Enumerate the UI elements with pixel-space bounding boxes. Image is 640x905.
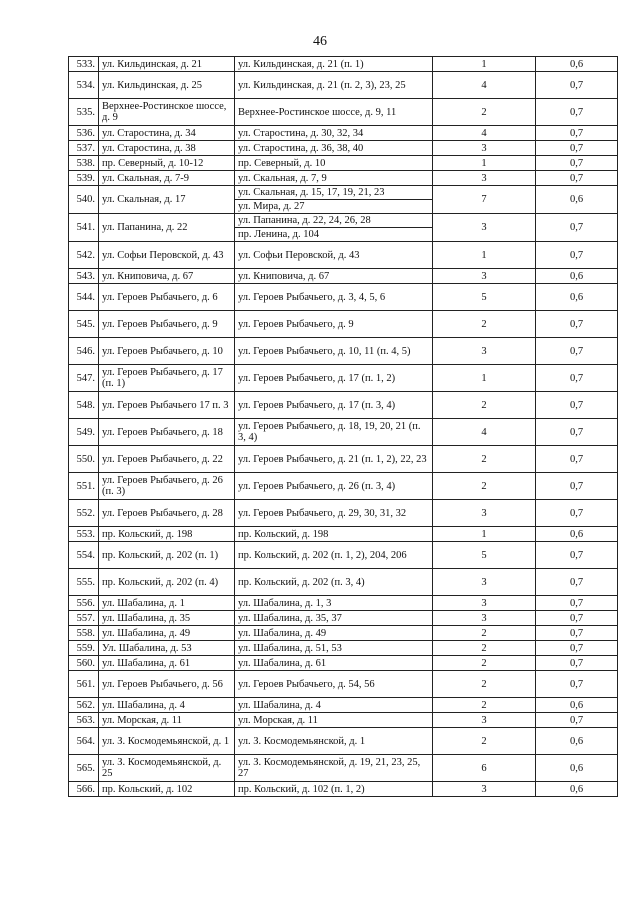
table-row <box>69 527 618 542</box>
count-value: 3 <box>433 611 536 626</box>
target-address: ул. Шабалина, д. 35, 37 <box>235 611 433 626</box>
table-row <box>69 338 618 365</box>
object-address: ул. Папанина, д. 22 <box>99 214 235 242</box>
target-address: ул. Героев Рыбачьего, д. 26 (п. 3, 4) <box>235 473 433 500</box>
row-number: 557. <box>69 611 99 626</box>
row-number: 538. <box>69 156 99 171</box>
target-address: ул. З. Космодемьянской, д. 1 <box>235 728 433 755</box>
row-number: 549. <box>69 419 99 446</box>
row-number: 560. <box>69 656 99 671</box>
target-address: ул. Старостина, д. 36, 38, 40 <box>235 141 433 156</box>
count-value: 2 <box>433 392 536 419</box>
count-value: 3 <box>433 713 536 728</box>
coefficient-value: 0,7 <box>536 671 618 698</box>
address-table <box>68 56 618 797</box>
row-number: 565. <box>69 755 99 782</box>
target-address: ул. Скальная, д. 7, 9 <box>235 171 433 186</box>
coefficient-value: 0,7 <box>536 141 618 156</box>
table-row <box>69 728 618 755</box>
table-row <box>69 713 618 728</box>
table-row <box>69 782 618 797</box>
target-address: пр. Ленина, д. 104 <box>235 228 433 242</box>
row-number: 536. <box>69 126 99 141</box>
coefficient-value: 0,7 <box>536 419 618 446</box>
table-row <box>69 473 618 500</box>
count-value: 1 <box>433 365 536 392</box>
target-address: пр. Кольский, д. 202 (п. 1, 2), 204, 206 <box>235 542 433 569</box>
object-address: ул. Героев Рыбачьего, д. 9 <box>99 311 235 338</box>
coefficient-value: 0,7 <box>536 392 618 419</box>
coefficient-value: 0,7 <box>536 596 618 611</box>
count-value: 2 <box>433 626 536 641</box>
table-row <box>69 284 618 311</box>
coefficient-value: 0,6 <box>536 782 618 797</box>
target-address: ул. Героев Рыбачьего, д. 9 <box>235 311 433 338</box>
coefficient-value: 0,6 <box>536 527 618 542</box>
coefficient-value: 0,6 <box>536 57 618 72</box>
coefficient-value: 0,7 <box>536 626 618 641</box>
row-number: 541. <box>69 214 99 242</box>
object-address: ул. Шабалина, д. 35 <box>99 611 235 626</box>
table-row <box>69 611 618 626</box>
row-number: 558. <box>69 626 99 641</box>
object-address: ул. Героев Рыбачьего, д. 56 <box>99 671 235 698</box>
target-address: ул. Героев Рыбачьего, д. 29, 30, 31, 32 <box>235 500 433 527</box>
row-number: 540. <box>69 186 99 214</box>
row-number: 539. <box>69 171 99 186</box>
coefficient-value: 0,7 <box>536 126 618 141</box>
object-address: ул. З. Космодемьянской, д. 1 <box>99 728 235 755</box>
count-value: 2 <box>433 656 536 671</box>
table-row <box>69 641 618 656</box>
count-value: 3 <box>433 214 536 242</box>
coefficient-value: 0,6 <box>536 269 618 284</box>
object-address: ул. Шабалина, д. 4 <box>99 698 235 713</box>
coefficient-value: 0,7 <box>536 156 618 171</box>
row-number: 552. <box>69 500 99 527</box>
object-address: ул. Кильдинская, д. 25 <box>99 72 235 99</box>
object-address: ул. Героев Рыбачьего, д. 18 <box>99 419 235 446</box>
object-address: Ул. Шабалина, д. 53 <box>99 641 235 656</box>
table-row <box>69 171 618 186</box>
count-value: 3 <box>433 782 536 797</box>
object-address: ул. Героев Рыбачьего, д. 26 (п. 3) <box>99 473 235 500</box>
count-value: 5 <box>433 284 536 311</box>
table-row <box>69 392 618 419</box>
table-row <box>69 626 618 641</box>
table-row <box>69 446 618 473</box>
coefficient-value: 0,7 <box>536 656 618 671</box>
target-address: ул. Шабалина, д. 49 <box>235 626 433 641</box>
table-row <box>69 596 618 611</box>
count-value: 2 <box>433 446 536 473</box>
count-value: 4 <box>433 72 536 99</box>
target-address: ул. Шабалина, д. 61 <box>235 656 433 671</box>
row-number: 545. <box>69 311 99 338</box>
page-number: 46 <box>313 34 327 49</box>
coefficient-value: 0,7 <box>536 242 618 269</box>
count-value: 6 <box>433 755 536 782</box>
target-address: ул. Героев Рыбачьего, д. 18, 19, 20, 21 (п. 3, 4) <box>235 419 433 446</box>
table-row <box>69 156 618 171</box>
object-address: пр. Кольский, д. 102 <box>99 782 235 797</box>
object-address: ул. Книповича, д. 67 <box>99 269 235 284</box>
object-address: ул. З. Космодемьянской, д. 25 <box>99 755 235 782</box>
count-value: 2 <box>433 641 536 656</box>
row-number: 533. <box>69 57 99 72</box>
row-number: 561. <box>69 671 99 698</box>
target-address: ул. Софьи Перовской, д. 43 <box>235 242 433 269</box>
row-number: 546. <box>69 338 99 365</box>
row-number: 562. <box>69 698 99 713</box>
row-number: 563. <box>69 713 99 728</box>
count-value: 4 <box>433 419 536 446</box>
table-row <box>69 242 618 269</box>
row-number: 551. <box>69 473 99 500</box>
table-row <box>69 365 618 392</box>
coefficient-value: 0,7 <box>536 611 618 626</box>
coefficient-value: 0,7 <box>536 569 618 596</box>
target-address: ул. Героев Рыбачьего, д. 10, 11 (п. 4, 5) <box>235 338 433 365</box>
target-address: ул. Скальная, д. 15, 17, 19, 21, 23 <box>235 186 433 200</box>
object-address: ул. Софьи Перовской, д. 43 <box>99 242 235 269</box>
target-address: ул. Героев Рыбачьего, д. 54, 56 <box>235 671 433 698</box>
row-number: 553. <box>69 527 99 542</box>
row-number: 555. <box>69 569 99 596</box>
table-row <box>69 656 618 671</box>
target-address: ул. Кильдинская, д. 21 (п. 2, 3), 23, 25 <box>235 72 433 99</box>
row-number: 559. <box>69 641 99 656</box>
table-row <box>69 671 618 698</box>
count-value: 3 <box>433 500 536 527</box>
count-value: 1 <box>433 156 536 171</box>
row-number: 564. <box>69 728 99 755</box>
target-address: ул. З. Космодемьянской, д. 19, 21, 23, 25, 27 <box>235 755 433 782</box>
table-row <box>69 419 618 446</box>
count-value: 5 <box>433 542 536 569</box>
coefficient-value: 0,7 <box>536 542 618 569</box>
count-value: 2 <box>433 671 536 698</box>
coefficient-value: 0,7 <box>536 99 618 126</box>
target-address: пр. Кольский, д. 202 (п. 3, 4) <box>235 569 433 596</box>
object-address: ул. Героев Рыбачьего, д. 28 <box>99 500 235 527</box>
target-address: Верхнее-Ростинское шоссе, д. 9, 11 <box>235 99 433 126</box>
target-address: ул. Героев Рыбачьего, д. 17 (п. 3, 4) <box>235 392 433 419</box>
table-row <box>69 57 618 72</box>
object-address: ул. Шабалина, д. 49 <box>99 626 235 641</box>
count-value: 2 <box>433 473 536 500</box>
row-number: 548. <box>69 392 99 419</box>
row-number: 566. <box>69 782 99 797</box>
target-address: ул. Шабалина, д. 1, 3 <box>235 596 433 611</box>
table-row <box>69 755 618 782</box>
target-address: пр. Кольский, д. 198 <box>235 527 433 542</box>
count-value: 1 <box>433 242 536 269</box>
object-address: ул. Старостина, д. 38 <box>99 141 235 156</box>
target-address: ул. Книповича, д. 67 <box>235 269 433 284</box>
count-value: 2 <box>433 311 536 338</box>
object-address: ул. Героев Рыбачьего, д. 22 <box>99 446 235 473</box>
object-address: ул. Героев Рыбачьего 17 п. 3 <box>99 392 235 419</box>
count-value: 3 <box>433 338 536 365</box>
count-value: 3 <box>433 141 536 156</box>
object-address: пр. Северный, д. 10-12 <box>99 156 235 171</box>
table-row <box>69 186 618 200</box>
coefficient-value: 0,7 <box>536 446 618 473</box>
object-address: ул. Кильдинская, д. 21 <box>99 57 235 72</box>
target-address: пр. Кольский, д. 102 (п. 1, 2) <box>235 782 433 797</box>
row-number: 542. <box>69 242 99 269</box>
target-address: ул. Шабалина, д. 51, 53 <box>235 641 433 656</box>
coefficient-value: 0,7 <box>536 641 618 656</box>
table-row <box>69 269 618 284</box>
count-value: 2 <box>433 99 536 126</box>
object-address: ул. Скальная, д. 17 <box>99 186 235 214</box>
count-value: 3 <box>433 596 536 611</box>
row-number: 556. <box>69 596 99 611</box>
coefficient-value: 0,6 <box>536 755 618 782</box>
count-value: 1 <box>433 57 536 72</box>
object-address: пр. Кольский, д. 198 <box>99 527 235 542</box>
table-row <box>69 698 618 713</box>
object-address: Верхнее-Ростинское шоссе, д. 9 <box>99 99 235 126</box>
row-number: 554. <box>69 542 99 569</box>
count-value: 3 <box>433 269 536 284</box>
object-address: ул. Героев Рыбачьего, д. 6 <box>99 284 235 311</box>
coefficient-value: 0,6 <box>536 284 618 311</box>
coefficient-value: 0,7 <box>536 214 618 242</box>
target-address: ул. Папанина, д. 22, 24, 26, 28 <box>235 214 433 228</box>
count-value: 3 <box>433 569 536 596</box>
table-row <box>69 72 618 99</box>
coefficient-value: 0,6 <box>536 186 618 214</box>
row-number: 534. <box>69 72 99 99</box>
table-row <box>69 214 618 228</box>
coefficient-value: 0,6 <box>536 728 618 755</box>
row-number: 543. <box>69 269 99 284</box>
target-address: ул. Шабалина, д. 4 <box>235 698 433 713</box>
target-address: ул. Героев Рыбачьего, д. 17 (п. 1, 2) <box>235 365 433 392</box>
count-value: 2 <box>433 728 536 755</box>
target-address: пр. Северный, д. 10 <box>235 156 433 171</box>
row-number: 544. <box>69 284 99 311</box>
table-row <box>69 126 618 141</box>
coefficient-value: 0,7 <box>536 311 618 338</box>
object-address: ул. Морская, д. 11 <box>99 713 235 728</box>
object-address: ул. Скальная, д. 7-9 <box>99 171 235 186</box>
table-row <box>69 569 618 596</box>
row-number: 547. <box>69 365 99 392</box>
target-address: ул. Героев Рыбачьего, д. 3, 4, 5, 6 <box>235 284 433 311</box>
table-row <box>69 141 618 156</box>
coefficient-value: 0,7 <box>536 171 618 186</box>
object-address: ул. Шабалина, д. 61 <box>99 656 235 671</box>
target-address: ул. Мира, д. 27 <box>235 200 433 214</box>
row-number: 537. <box>69 141 99 156</box>
coefficient-value: 0,7 <box>536 713 618 728</box>
coefficient-value: 0,7 <box>536 473 618 500</box>
object-address: ул. Героев Рыбачьего, д. 10 <box>99 338 235 365</box>
table-body <box>69 57 618 797</box>
row-number: 535. <box>69 99 99 126</box>
target-address: ул. Морская, д. 11 <box>235 713 433 728</box>
target-address: ул. Героев Рыбачьего, д. 21 (п. 1, 2), 22, 23 <box>235 446 433 473</box>
count-value: 7 <box>433 186 536 214</box>
table-row <box>69 500 618 527</box>
object-address: пр. Кольский, д. 202 (п. 4) <box>99 569 235 596</box>
count-value: 3 <box>433 171 536 186</box>
table-row <box>69 542 618 569</box>
coefficient-value: 0,7 <box>536 72 618 99</box>
count-value: 2 <box>433 698 536 713</box>
object-address: пр. Кольский, д. 202 (п. 1) <box>99 542 235 569</box>
row-number: 550. <box>69 446 99 473</box>
coefficient-value: 0,7 <box>536 500 618 527</box>
table-row <box>69 311 618 338</box>
target-address: ул. Кильдинская, д. 21 (п. 1) <box>235 57 433 72</box>
coefficient-value: 0,6 <box>536 698 618 713</box>
object-address: ул. Героев Рыбачьего, д. 17 (п. 1) <box>99 365 235 392</box>
coefficient-value: 0,7 <box>536 365 618 392</box>
object-address: ул. Старостина, д. 34 <box>99 126 235 141</box>
table-row <box>69 99 618 126</box>
coefficient-value: 0,7 <box>536 338 618 365</box>
count-value: 4 <box>433 126 536 141</box>
object-address: ул. Шабалина, д. 1 <box>99 596 235 611</box>
target-address: ул. Старостина, д. 30, 32, 34 <box>235 126 433 141</box>
count-value: 1 <box>433 527 536 542</box>
